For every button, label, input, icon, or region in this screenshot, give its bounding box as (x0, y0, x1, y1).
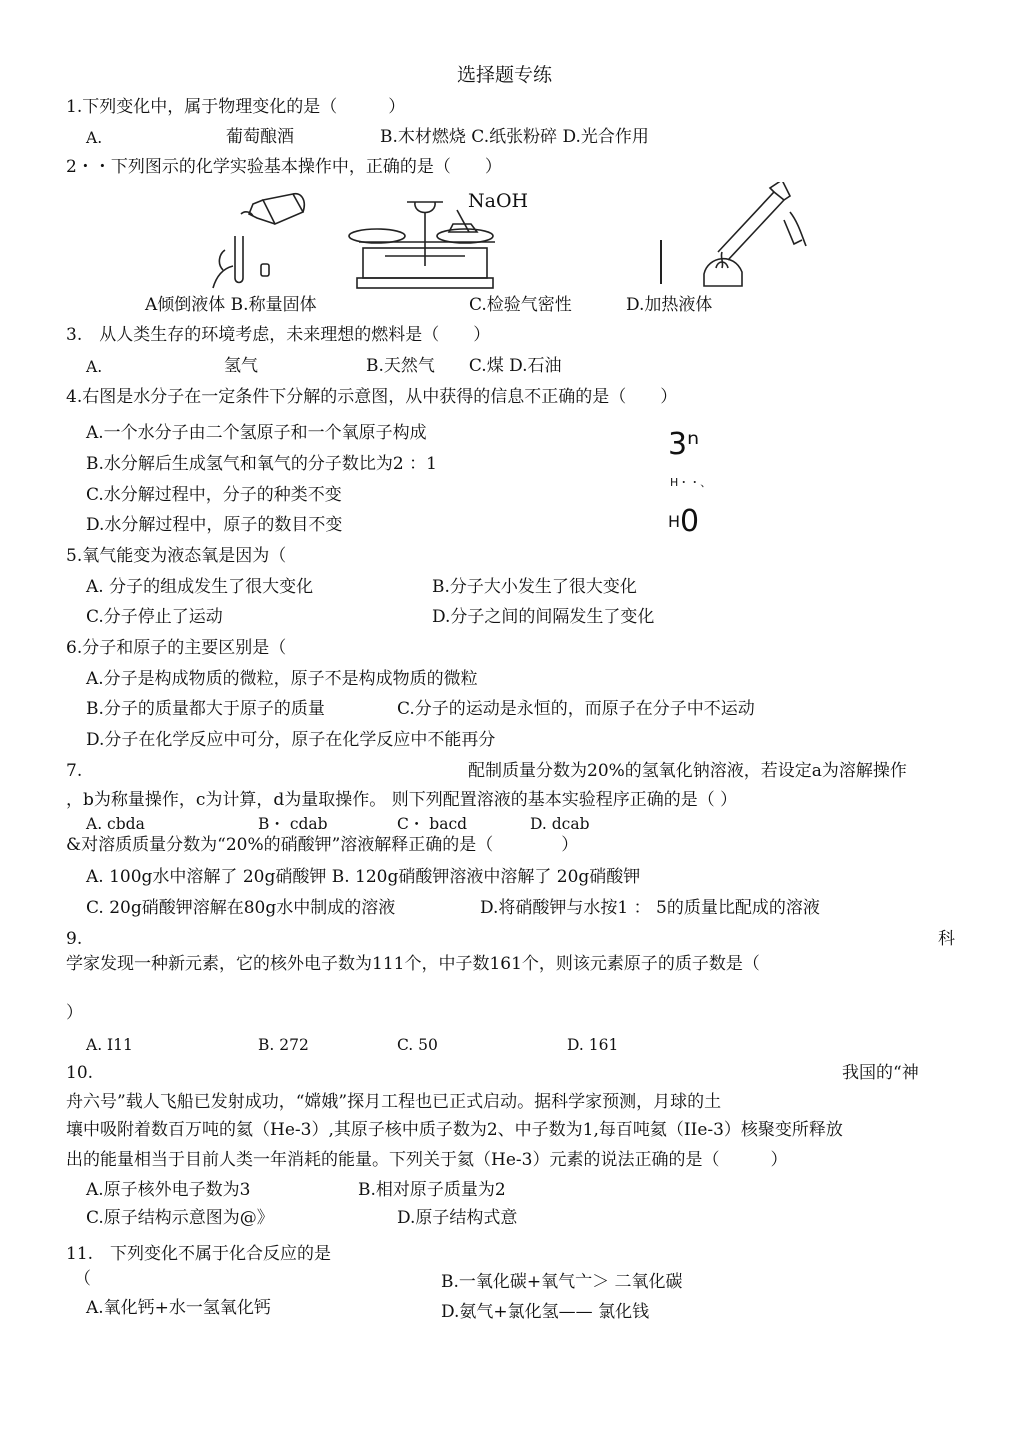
q11-option-d: D.氨气+氯化氢—— 氯化钱 (441, 1302, 650, 1322)
q8-stem: &对溶质质量分数为“20%的硝酸钾”溶液解释正确的是（ ） (66, 835, 579, 855)
q6-option-d: D.分子在化学反应中可分，原子在化学反应中不能再分 (86, 730, 496, 750)
q5-option-b: B.分子大小发生了很大变化 (432, 577, 637, 597)
q4-figure-h: H (668, 512, 681, 531)
q7-number: 7. (66, 761, 83, 781)
q2-caption-d: D.加热液体 (626, 295, 713, 315)
q10-stem-line4: 出的能量相当于目前人类一年消耗的能量。下列关于氦（He-3）元素的说法正确的是（ ） (66, 1150, 788, 1170)
q5-option-c: C.分子停止了运动 (86, 607, 223, 627)
q9-stem-line1: 科 (938, 929, 955, 949)
q7-stem-line2: ，b为称量操作，c为计算，d为量取操作。 则下列配置溶液的基本实验程序正确的是（ ） (66, 790, 738, 810)
q4-stem: 4.右图是水分子在一定条件下分解的示意图，从中获得的信息不正确的是（ ） (66, 387, 678, 407)
q7-option-c: C・ bacd (397, 815, 468, 833)
q6-stem: 6.分子和原子的主要区别是（ (66, 638, 287, 658)
q1-options-bcd: B.木材燃烧 C.纸张粉碎 D.光合作用 (380, 127, 649, 147)
q11-stem: 11. 下列变化不属于化合反应的是 (66, 1244, 332, 1264)
q8-options-ab: A. 100g水中溶解了 20g硝酸钾 B. 120g硝酸钾溶液中溶解了 20g硝酸钾 (86, 867, 641, 887)
q4-figure-0: 0 (680, 504, 700, 539)
q1-option-a-label: A. (86, 129, 103, 147)
q7-stem-line1: 配制质量分数为20%的氢氧化钠溶液，若设定a为溶解操作 (468, 761, 907, 781)
q10-option-c: C.原子结构示意图为@》 (86, 1208, 274, 1228)
q9-number: 9. (66, 929, 83, 949)
q10-stem-line1: 我国的“神 (842, 1063, 919, 1083)
heating-liquid-illustration (698, 182, 818, 294)
balance-scale-illustration (345, 196, 505, 296)
q7-option-b: B・ cdab (258, 815, 328, 833)
q9-option-c: C. 50 (397, 1036, 438, 1054)
q8-option-d: D.将硝酸钾与水按1 ： 5的质量比配成的溶液 (480, 898, 820, 918)
q10-number: 10. (66, 1063, 94, 1083)
q9-option-d: D. 161 (567, 1036, 619, 1054)
q5-stem: 5.氧气能变为液态氧是因为（ (66, 546, 287, 566)
q4-figure-h0 (668, 505, 699, 539)
q9-stem-line2: 学家发现一种新元素，它的核外电子数为111个，中子数161个，则该元素原子的质子数是（ (66, 954, 760, 974)
q10-option-a: A.原子核外电子数为3 (86, 1180, 251, 1200)
q4-option-b: B.水分解后生成氢气和氧气的分子数比为2 ：1 (86, 454, 437, 474)
q1-option-a: 葡萄酿酒 (226, 127, 294, 147)
q11-open-paren: （ (74, 1269, 91, 1289)
airtightness-check-illustration (655, 238, 667, 288)
q2-caption-ab: A倾倒液体 B.称量固体 (145, 295, 317, 315)
naoh-label: NaOH (468, 190, 529, 212)
page-title: 选择题专练 (457, 64, 553, 86)
q4-figure-h-dots: H・・、 (670, 476, 712, 489)
q4-option-d: D.水分解过程中，原子的数目不变 (86, 515, 343, 535)
q6-option-b: B.分子的质量都大于原子的质量 (86, 699, 325, 719)
q10-option-b: B.相对原子质量为2 (358, 1180, 506, 1200)
q8-option-c: C. 20g硝酸钾溶解在80g水中制成的溶液 (86, 898, 396, 918)
q3-option-a: 氢气 (224, 356, 258, 376)
q5-option-a: A. 分子的组成发生了很大变化 (86, 577, 314, 597)
q11-option-a: A.氧化钙+水一氢氧化钙 (86, 1298, 271, 1318)
q4-option-a: A.一个水分子由二个氢原子和一个氧原子构成 (86, 423, 427, 443)
q7-option-a: A. cbda (86, 815, 145, 833)
q10-stem-line3: 壤中吸附着数百万吨的氦（He-3）,其原子核中质子数为2、中子数为1,每百吨氦（IIe-3）核聚变所释放 (66, 1120, 843, 1140)
q3-stem: 3. 从人类生存的环境考虑，未来理想的燃料是（ ） (66, 325, 491, 345)
q9-close-paren: ） (66, 1003, 83, 1023)
q10-option-d: D.原子结构式意 (397, 1208, 518, 1228)
q4-option-c: C.水分解过程中，分子的种类不变 (86, 485, 342, 505)
q5-option-d: D.分子之间的间隔发生了变化 (432, 607, 655, 627)
q3-options-bcd: B.天然气 C.煤 D.石油 (366, 356, 562, 376)
q9-option-a: A. I11 (86, 1036, 133, 1054)
q9-option-b: B. 272 (258, 1036, 309, 1054)
q1-stem: 1.下列变化中，属于物理变化的是（ ） (66, 97, 406, 117)
q7-option-d: D. dcab (530, 815, 590, 833)
q6-option-a: A.分子是构成物质的微粒，原子不是构成物质的微粒 (86, 669, 478, 689)
q11-option-b: B.一氧化碳+氧气亠＞ 二氧化碳 (441, 1272, 683, 1292)
pouring-liquid-illustration (205, 190, 315, 290)
q3-option-a-label: A. (86, 358, 103, 376)
q2-caption-c: C.检验气密性 (469, 295, 572, 315)
q6-option-c: C.分子的运动是永恒的，而原子在分子中不运动 (397, 699, 755, 719)
q10-stem-line2: 舟六号”载人飞船已发射成功，“嫦娥”探月工程也已正式启动。据科学家预测，月球的土 (66, 1092, 722, 1112)
q2-stem: 2・・下列图示的化学实验基本操作中，正确的是（ ） (66, 157, 502, 177)
q4-figure-3n: 3ⁿ (668, 427, 700, 462)
